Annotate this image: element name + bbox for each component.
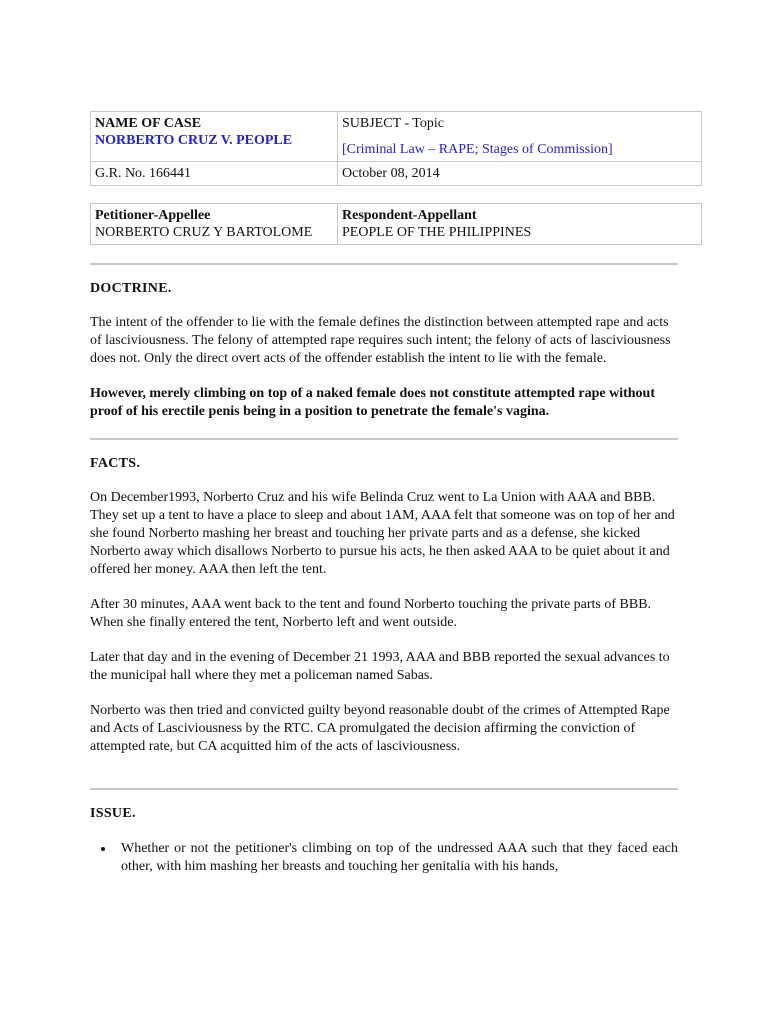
issue-heading: ISSUE. — [90, 806, 136, 821]
facts-paragraph: On December1993, Norberto Cruz and his wife Belinda Cruz went to La Union with AAA and BBB. They set up a tent to have a place to sleep and about 1AM, AAA felt that someone was on top of her and she found Norberto mashing her breast and touching her private parts and as a defense, she kicked Norberto away which disallows Norberto to pursue his acts, he then asked AAA to be quiet about it and offered her money. AAA then left the tent. — [90, 490, 675, 577]
case-name-cell — [91, 112, 338, 162]
subject-value: [Criminal Law – RAPE; Stages of Commission] — [342, 142, 613, 157]
case-name-value: NORBERTO CRUZ V. PEOPLE — [95, 133, 293, 148]
respondent-cell — [338, 204, 702, 245]
case-name-label: NAME OF CASE — [95, 116, 202, 131]
doctrine-paragraph: The intent of the offender to lie with the female defines the distinction between attempted rape and acts of lasciviousness. The felony of attempted rape requires such intent; the felony of acts of lasciviousness does not. Only the direct overt acts of the offender establish the intent to lie with the female. — [90, 315, 671, 366]
subject-cell — [338, 112, 702, 162]
petitioner-value: NORBERTO CRUZ Y BARTOLOME — [95, 225, 313, 240]
respondent-label: Respondent-Appellant — [342, 208, 477, 223]
petitioner-label: Petitioner-Appellee — [95, 208, 211, 223]
document-page — [90, 111, 678, 876]
facts-heading: FACTS. — [90, 456, 141, 471]
issue-item: • Whether or not the petitioner's climbing on top of the undressed AAA such that they faced each other, with him mashing her breasts and touching her genitalia with his hands, — [115, 840, 678, 876]
doctrine-bold-paragraph: However, merely climbing on top of a naked female does not constitute attempted rape without proof of his erectile penis being in a position to penetrate the female's vagina. — [90, 386, 656, 419]
subject-label: SUBJECT - Topic — [342, 116, 444, 131]
issue-list — [90, 840, 678, 876]
doctrine-heading: DOCTRINE. — [90, 281, 172, 296]
petitioner-cell — [91, 204, 338, 245]
respondent-value: PEOPLE OF THE PHILIPPINES — [342, 225, 532, 240]
facts-paragraph: Later that day and in the evening of December 21 1993, AAA and BBB reported the sexual advances to the municipal hall where they met a policeman named Sabas. — [90, 650, 670, 683]
case-info-table — [90, 111, 702, 186]
parties-table — [90, 203, 702, 245]
case-date: October 08, 2014 — [338, 162, 702, 186]
facts-paragraph: After 30 minutes, AAA went back to the tent and found Norberto touching the private parts of BBB. When she finally entered the tent, Norberto left and went outside. — [90, 597, 652, 630]
gr-number: G.R. No. 166441 — [91, 162, 338, 186]
facts-paragraph: Norberto was then tried and convicted guilty beyond reasonable doubt of the crimes of Attempted Rape and Acts of Lasciviousness by the RTC. CA promulgated the decision affirming the conviction of attempted rate, but CA acquitted him of the acts of lasciviousness. — [90, 703, 670, 754]
